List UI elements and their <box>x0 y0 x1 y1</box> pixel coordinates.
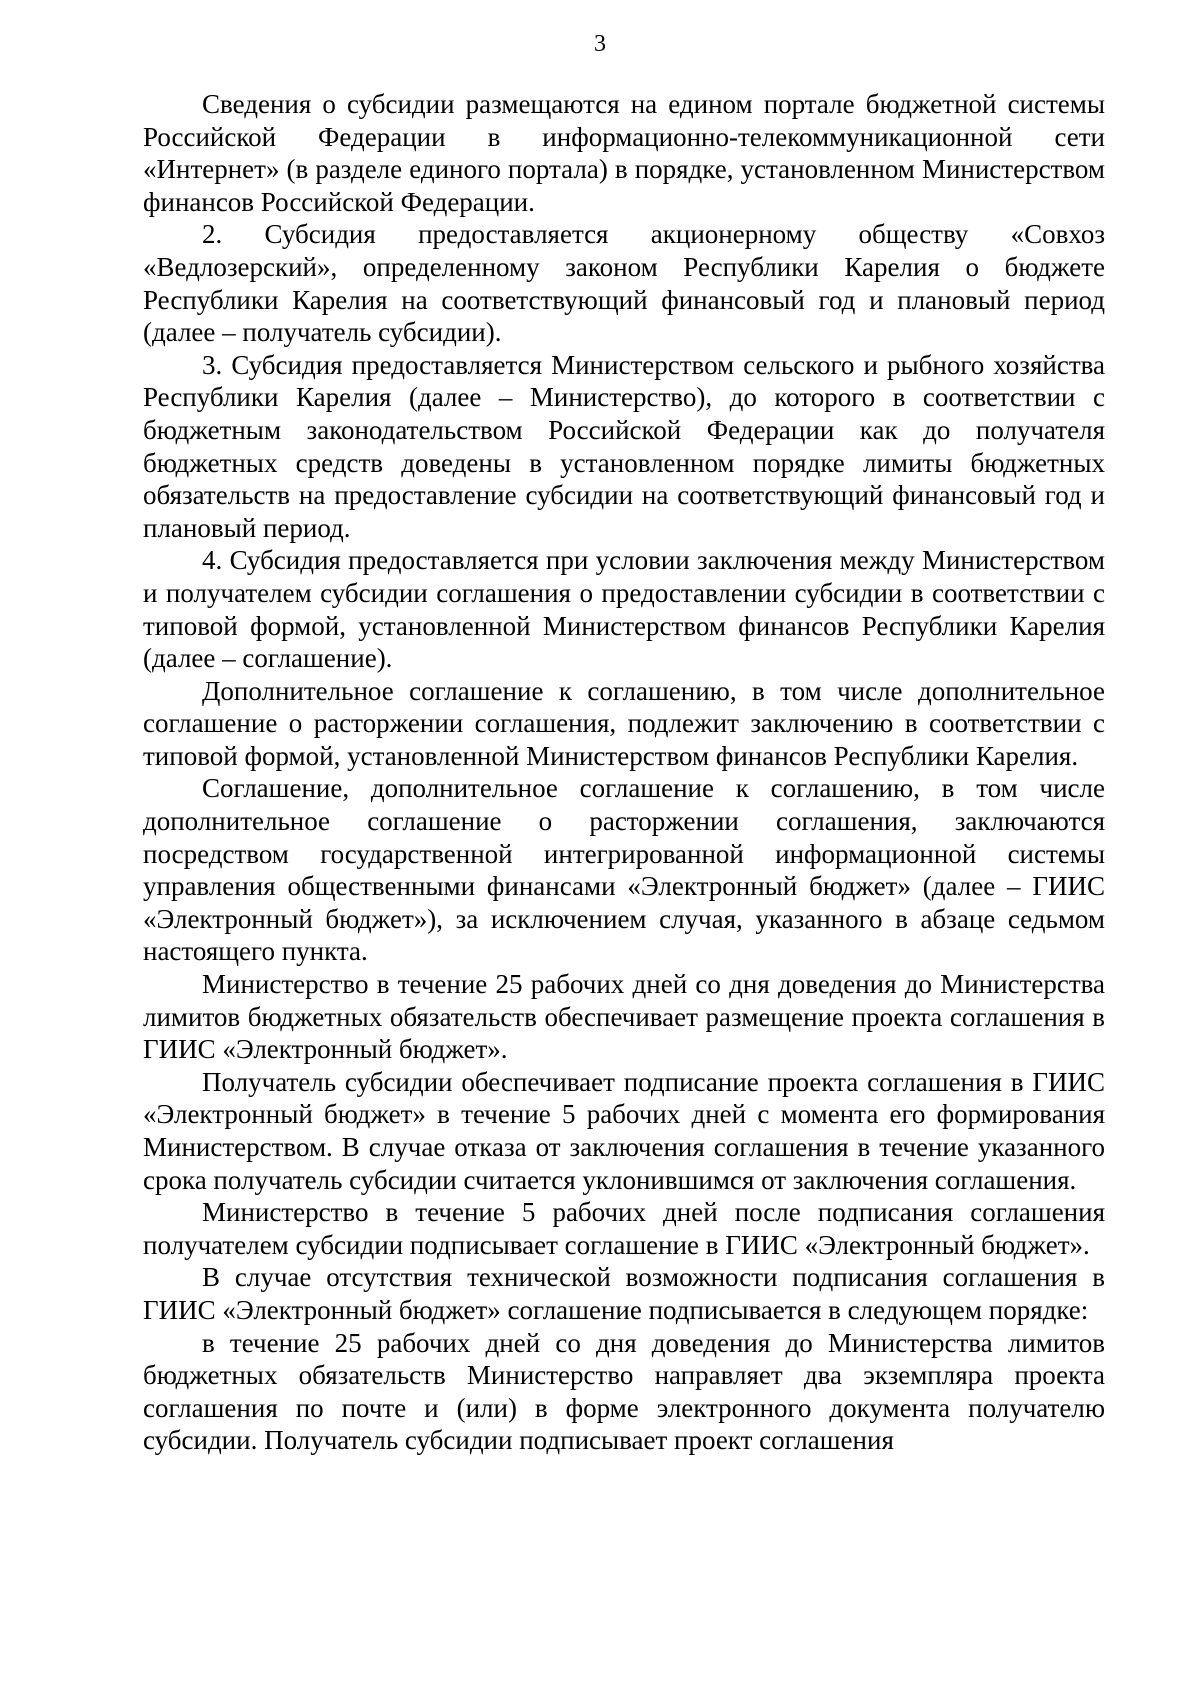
page-number: 3 <box>594 31 606 57</box>
paragraph-item-3: 3. Субсидия предоставляется Министерством сельского и рыбного хозяйства Республики Карелия (далее – Министерство), до которого в соответствии с бюджетным законодательством Российской Федерации как до получателя бюджетных средств доведены в установленном порядке лимиты бюджетных обязательств на предоставление субсидии на соответствующий финансовый год и плановый период. <box>143 349 1105 543</box>
paragraph-paper-procedure: в течение 25 рабочих дней со дня доведения до Министерства лимитов бюджетных обязательств Министерство направляет два экземпляра проекта соглашения по почте и (или) в форме электронного документа получателю субсидии. Получатель субсидии подписывает проект соглашения <box>143 1327 1105 1456</box>
paragraph-item-4: 4. Субсидия предоставляется при условии заключения между Министерством и получателем субсидии соглашения о предоставлении субсидии в соответствии с типовой формой, установленной Министерством финансов Республики Карелия (далее – соглашение). <box>143 545 1105 674</box>
document-body <box>143 88 1105 1457</box>
paragraph-recipient-signing: Получатель субсидии обеспечивает подписание проекта соглашения в ГИИС «Электронный бюджет» в течение 5 рабочих дней с момента его формирования Министерством. В случае отказа от заключения соглашения в течение указанного срока получатель субсидии считается уклонившимся от заключения соглашения. <box>143 1066 1105 1195</box>
paragraph-no-technical-possibility: В случае отсутствия технической возможности подписания соглашения в ГИИС «Электронный бюджет» соглашение подписывается в следующем порядке: <box>143 1262 1105 1325</box>
paragraph-subsidy-info-portal: Сведения о субсидии размещаются на едином портале бюджетной системы Российской Федерации в информационно-телекоммуникационной сети «Интернет» (в разделе единого портала) в порядке, установленном Министерством финансов Российской Федерации. <box>143 89 1105 217</box>
paragraph-ministry-placement: Министерство в течение 25 рабочих дней со дня доведения до Министерства лимитов бюджетных обязательств обеспечивает размещение проекта соглашения в ГИИС «Электронный бюджет». <box>143 969 1105 1065</box>
paragraph-item-2: 2. Субсидия предоставляется акционерному обществу «Совхоз «Ведлозерский», определенному законом Республики Карелия о бюджете Республики Карелия на соответствующий финансовый год и плановый период (далее – получатель субсидии). <box>143 219 1105 348</box>
paragraph-additional-agreement: Дополнительное соглашение к соглашению, в том числе дополнительное соглашение о расторжении соглашения, подлежит заключению в соответствии с типовой формой, установленной Министерством финансов Республики Карелия. <box>143 675 1105 771</box>
paragraph-agreement-via-giis: Соглашение, дополнительное соглашение к соглашению, в том числе дополнительное соглашение о расторжении соглашения, заключаются посредством государственной интегрированной информационной системы управления общественными финансами «Электронный бюджет» (далее – ГИИС «Электронный бюджет»), за исключением случая, указанного в абзаце седьмом настоящего пункта. <box>143 773 1105 967</box>
paragraph-ministry-signing: Министерство в течение 5 рабочих дней после подписания соглашения получателем субсидии подписывает соглашение в ГИИС «Электронный бюджет». <box>143 1197 1105 1260</box>
